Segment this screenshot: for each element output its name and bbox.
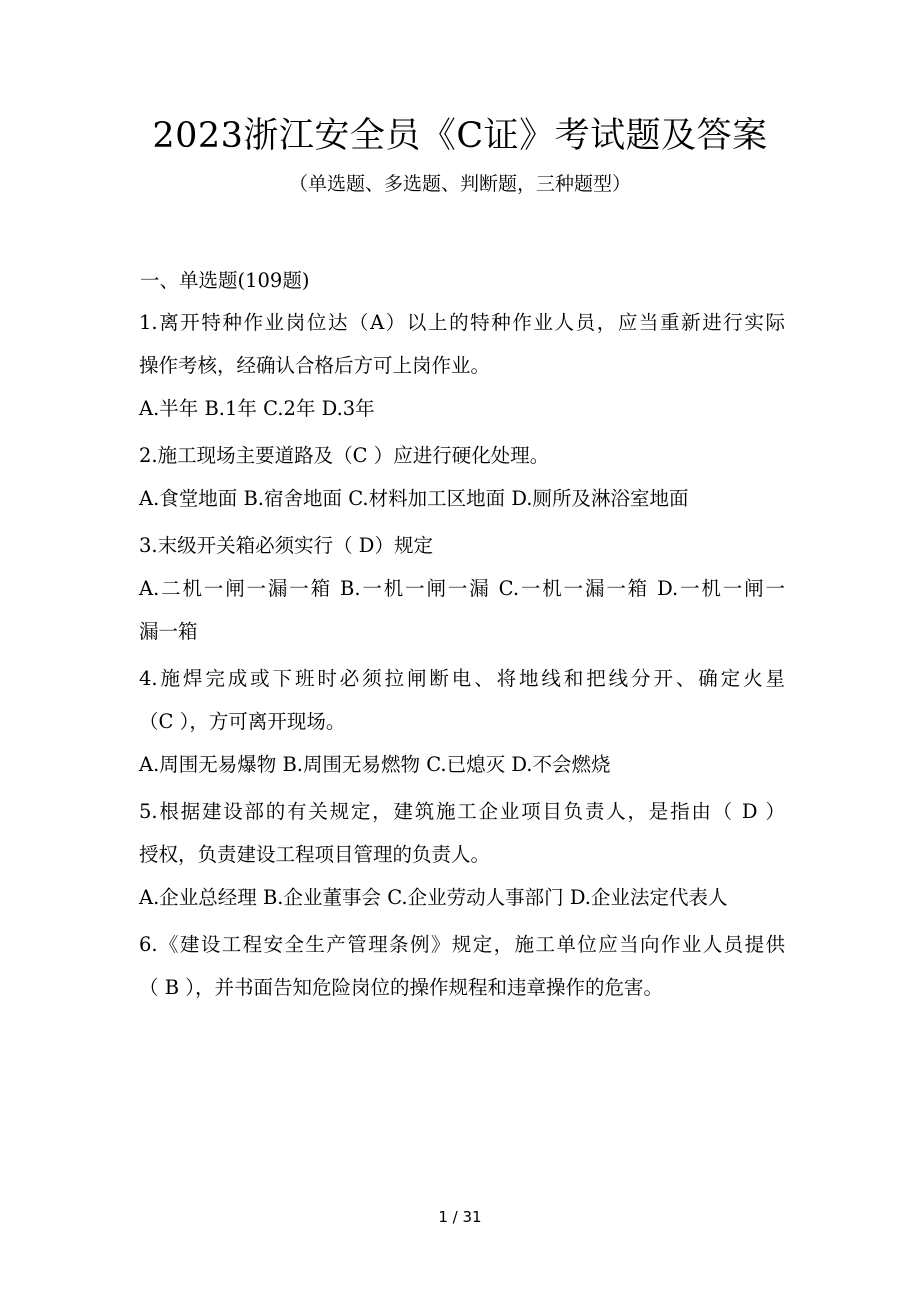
question-text-line: 5.根据建设部的有关规定，建筑施工企业项目负责人，是指由（ D ） — [139, 800, 785, 823]
document-title: 2023浙江安全员《C证》考试题及答案 — [152, 116, 768, 156]
question-1 — [139, 308, 785, 424]
question-3 — [139, 531, 785, 647]
answer-options: A.食堂地面 B.宿舍地面 C.材料加工区地面 D.厕所及淋浴室地面 — [139, 487, 689, 510]
answer-options: A.二机一闸一漏一箱 B.一机一闸一漏 C.一机一漏一箱 D.一机一闸一 — [139, 577, 785, 600]
question-text-line: 6.《建设工程安全生产管理条例》规定，施工单位应当向作业人员提供 — [139, 933, 785, 956]
question-text-line: 操作考核，经确认合格后方可上岗作业。 — [139, 354, 491, 377]
question-text-line: 3.末级开关箱必须实行（ D）规定 — [139, 534, 433, 557]
answer-options: A.企业总经理 B.企业董事会 C.企业劳动人事部门 D.企业法定代表人 — [139, 886, 728, 909]
question-text-line: 授权，负责建设工程项目管理的负责人。 — [139, 843, 491, 866]
question-text-line: （ B ），并书面告知危险岗位的操作规程和违章操作的危害。 — [139, 976, 663, 999]
document-subtitle: （单选题、多选题、判断题，三种题型） — [288, 173, 631, 195]
question-text-line: （C ），方可离开现场。 — [139, 710, 346, 733]
question-text-line: 2.施工现场主要道路及（C ）应进行硬化处理。 — [139, 444, 550, 467]
question-2 — [139, 441, 785, 514]
answer-options: A.周围无易爆物 B.周围无易燃物 C.已熄灭 D.不会燃烧 — [139, 753, 611, 776]
question-text-line: 1.离开特种作业岗位达（A）以上的特种作业人员，应当重新进行实际 — [139, 311, 785, 334]
question-6 — [139, 930, 785, 1003]
section-heading: 一、单选题(109题) — [140, 269, 310, 292]
page-number: 1 / 31 — [438, 1208, 482, 1226]
question-4 — [139, 664, 785, 780]
question-text-line: 4.施焊完成或下班时必须拉闸断电、将地线和把线分开、确定火星 — [139, 667, 785, 690]
question-5 — [139, 797, 785, 913]
answer-options-continued: 漏一箱 — [139, 620, 198, 643]
answer-options: A.半年 B.1年 C.2年 D.3年 — [139, 397, 375, 420]
question-list — [139, 308, 785, 1020]
